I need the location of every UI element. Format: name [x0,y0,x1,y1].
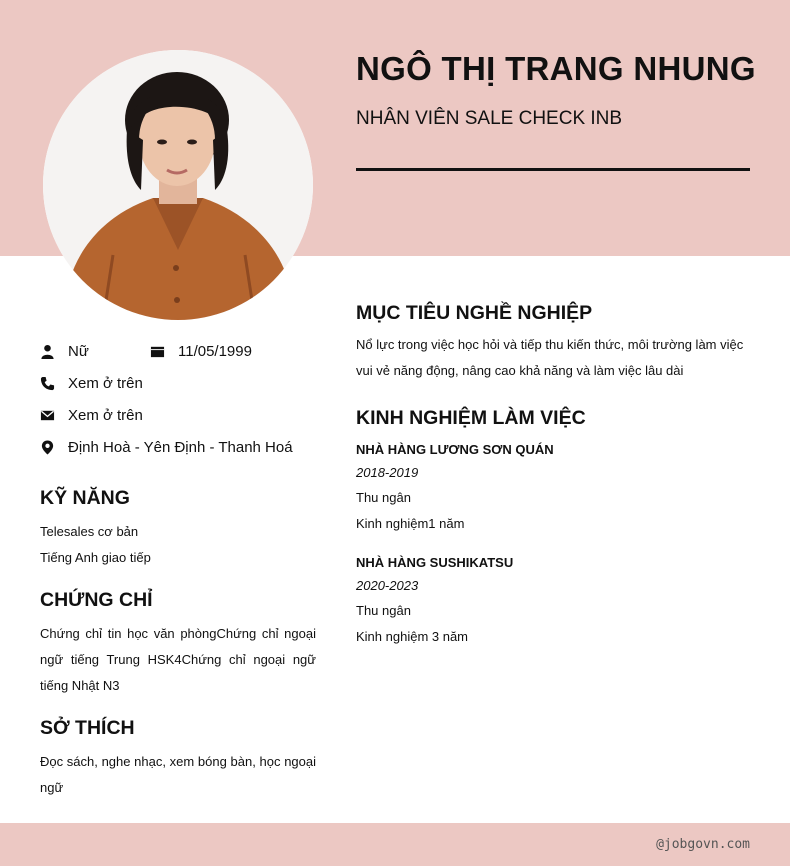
job-role: Thu ngân [356,490,411,505]
skills-heading: KỸ NĂNG [40,487,130,509]
person-icon [40,344,55,359]
location-pin-icon [40,440,55,455]
email-value: Xem ở trên [68,407,143,424]
objective-heading: MỤC TIÊU NGHỀ NGHIỆP [356,302,593,324]
hobbies-text: Đọc sách, nghe nhạc, xem bóng bàn, học ngoại ngữ [40,754,316,795]
phone-icon [40,376,55,391]
phone-row [40,375,143,392]
calendar-icon [150,344,165,359]
birthdate-row [150,343,252,360]
candidate-name: NGÔ THỊ TRANG NHUNG [356,50,756,87]
email-row [40,407,143,424]
skill-item: Tiếng Anh giao tiếp [40,550,151,565]
profile-photo [43,50,313,320]
title-divider [356,168,750,171]
hobbies-heading: SỞ THÍCH [40,717,135,739]
certificates-heading: CHỨNG CHỈ [40,589,153,611]
experience-heading: KINH NGHIỆM LÀM VIỆC [356,407,586,429]
gender-value: Nữ [68,343,89,360]
job-period: 2018-2019 [356,465,419,480]
birthdate-value: 11/05/1999 [178,343,252,360]
job-company: NHÀ HÀNG LƯƠNG SƠN QUÁN [356,442,554,457]
job-detail: Kinh nghiệm1 năm [356,516,465,531]
gender-row [40,343,89,360]
footer-watermark: @jobgovn.com [656,837,750,852]
skill-item: Telesales cơ bản [40,524,139,539]
skills-list [40,519,316,571]
objective-text: Nổ lực trong việc học hỏi và tiếp thu kiến thức, môi trường làm việc vui vẻ năng động, nâng cao khả năng và làm việc lâu dài [356,337,744,378]
job-role: Thu ngân [356,603,411,618]
address-row [40,439,293,456]
job-period: 2020-2023 [356,578,419,593]
certificates-text: Chứng chỉ tin học văn phòngChứng chỉ ngoại ngữ tiếng Trung HSK4Chứng chỉ ngoại ngữ tiếng Nhật N3 [40,626,316,693]
address-value: Định Hoà - Yên Định - Thanh Hoá [68,439,293,456]
mail-icon [40,408,55,423]
job-title: NHÂN VIÊN SALE CHECK INB [356,108,623,129]
job-company: NHÀ HÀNG SUSHIKATSU [356,555,514,570]
job-detail: Kinh nghiệm 3 năm [356,629,469,644]
phone-value: Xem ở trên [68,375,143,392]
